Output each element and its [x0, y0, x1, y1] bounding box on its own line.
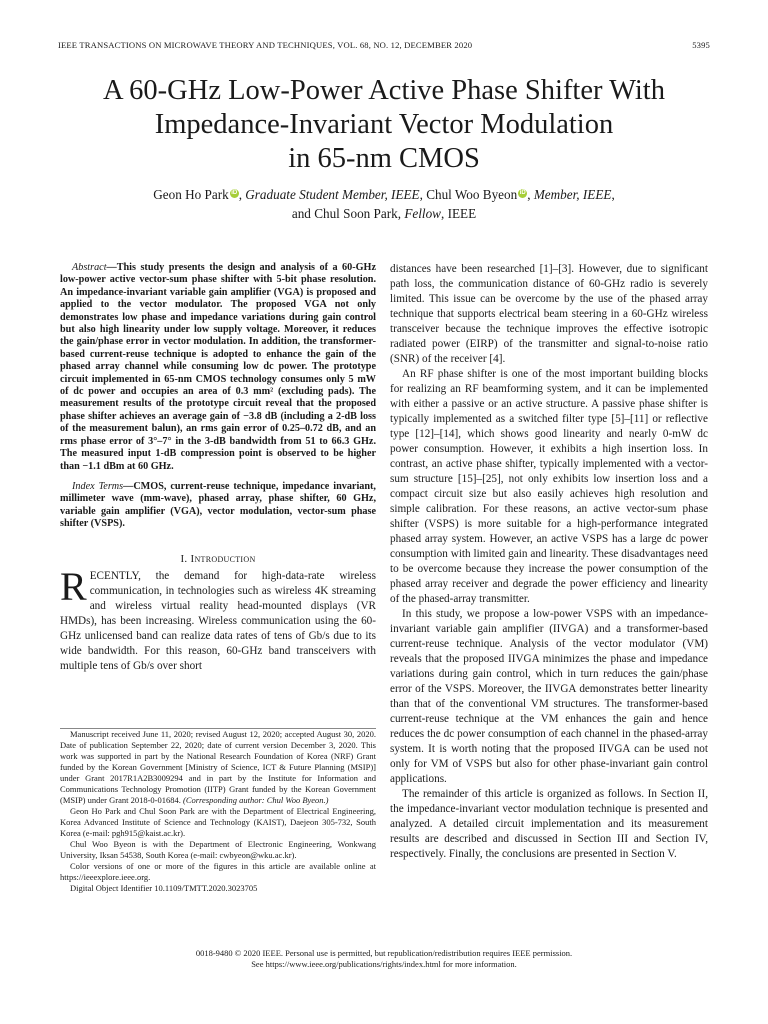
footnote-affiliation-1: Geon Ho Park and Chul Soon Park are with the Department of Electrical Engineering, Korea Advanced Institute of Science and Technology (KAIST), Daejeon 305-732, South Korea (e-mail: pgh915@kaist.ac.kr).	[60, 806, 376, 838]
author-name-3: and Chul Soon Park,	[291, 206, 402, 221]
author-role-3-suffix: , IEEE	[440, 206, 477, 221]
author-role-2: Member, IEEE	[533, 187, 612, 202]
orcid-icon[interactable]: iD	[519, 190, 526, 196]
footnote-corresponding: (Corresponding author: Chul Woo Byeon.)	[183, 795, 329, 805]
footnote-affiliation-2: Chul Woo Byeon is with the Department of Electronic Engineering, Wonkwang University, Iksan 54538, South Korea (e-mail: cwbyeon@wku.ac.kr).	[60, 839, 376, 860]
index-terms: Index Terms—CMOS, current-reuse technique, impedance invariant, millimeter wave (mm-wave), phased array, phase shifter, 60 GHz, variable gain amplifier (VGA), vector modulation, vector-sum phase shifter (VSPS).	[60, 480, 376, 530]
title-line-1: A 60-GHz Low-Power Active Phase Shifter With	[103, 75, 665, 106]
section-heading-introduction: I. Introduction	[180, 552, 256, 565]
page-number: 5395	[692, 40, 710, 50]
copyright-line-2: See https://www.ieee.org/publications/rights/index.html for more information.	[251, 959, 517, 969]
orcid-icon[interactable]: iD	[231, 190, 238, 196]
copyright-line-1: 0018-9480 © 2020 IEEE. Personal use is permitted, but republication/redistribution requires IEEE permission.	[195, 948, 573, 958]
journal-name: IEEE TRANSACTIONS ON MICROWAVE THEORY AND TECHNIQUES, VOL. 68, NO. 12, DECEMBER 2020	[58, 40, 473, 50]
abstract-text: This study presents the design and analysis of a 60-GHz low-power active vector-sum phase shifter with 5-bit phase resolution. An impedance-invariant variable gain amplifier (VGA) is proposed and applied to the vector modulator. The proposed VGA not only demonstrates low phase and impedance variations during gain control but also high linearity under low supply voltage. Moreover, it reduces the gain/phase error in vector modulation. In addition, the transformer-based current-reuse technique is adopted to enhance the gain of the phased array channel while consuming low dc power. The prototype circuit implemented in 65-nm CMOS technology consumes only 5 mW of dc power and occupies an area of 0.3 mm² (excluding pads). The measurement results of the prototype circuit reveal that the proposed phase shifter achieves an average gain of −3.8 dB (including a 2-dB loss of the measurement balun), an rms gain error of 0.25–0.72 dB, and an rms phase error of 3°–7° in the 3-dB bandwidth from 51 to 66.3 GHz. The measured input 1-dB compression point is observed to be higher than −1.1 dBm at 60 GHz.	[60, 262, 376, 472]
title-line-2: Impedance-Invariant Vector Modulation	[154, 109, 614, 140]
left-column	[60, 262, 376, 674]
right-paragraph-1: distances have been researched [1]–[3]. However, due to significant path loss, the communication distance of 60-GHz radio is severely limited. This issue can be overcome by the use of the phased array technique that supports electrical beam steering in a 60-GHz wireless transceiver because the technique improves the effective isotropic radiated power (EIRP) of the transmitter and signal-to-noise ratio (SNR) of the receiver [4].	[390, 263, 708, 365]
footnote-doi: Digital Object Identifier 10.1109/TMTT.2020.3023705	[70, 883, 258, 893]
footnote-color-figures: Color versions of one or more of the figures in this article are available online at https://ieeexplore.ieee.org.	[60, 861, 376, 882]
author-name-2: Chul Woo Byeon	[426, 187, 518, 202]
author-role-3: Fellow	[404, 206, 441, 221]
author-list	[40, 185, 728, 223]
abstract-lead: Abstract	[72, 262, 107, 273]
title-line-3: in 65-nm CMOS	[288, 143, 480, 174]
right-paragraph-4: The remainder of this article is organized as follows. In Section II, the impedance-invariant vector modulation technique is presented and analyzed. A detailed circuit implementation and its measurement results are described and discussed in Section III and Section IV, respectively. Finally, the conclusions are presented in Section V.	[390, 788, 708, 860]
intro-paragraph-1-text: ECENTLY, the demand for high-data-rate wireless communication, in technologies such as wireless 4K streaming and wireless virtual reality head-mounted displays (VR HMDs), has been increasing. Wireless communication using the 60-GHz unlicensed band can realize data rates of tens of Gb/s due to its wide bandwidth. For this reason, 60-GHz band transceivers with multiple tens of Gb/s over short	[60, 569, 376, 672]
copyright-footer	[58, 948, 710, 970]
right-paragraph-3: In this study, we propose a low-power VSPS with an impedance-invariant variable gain amplifier (IIVGA) and a transformer-based current-reuse technique. Analysis of the vector modulator (VM) reveals that the proposed IIVGA minimizes the phase and impedance variations during gain control, which in turn reduces the gain/phase error of the VSPS. Moreover, the IIVGA demonstrates better linearity than that of the conventional VM structures. The transformer-based current-reuse technique at the VM enhances the gain and hence reduces the dc power consumption of each channel in the phased-array system. It is worth noting that the proposed IIVGA can be used not only for VM of VSPS but also for other phase-invariant gain control applications.	[390, 608, 708, 785]
author-role-1: Graduate Student Member, IEEE	[245, 187, 420, 202]
footnotes	[60, 728, 376, 894]
author-line-1: Geon Ho Park iD , Graduate Student Member, IEEE, Chul Woo Byeon iD , Member, IEEE,	[153, 187, 615, 202]
index-terms-text: CMOS, current-reuse technique, impedance invariant, millimeter wave (mm-wave), phased array, phase shifter, 60 GHz, variable gain amplifier (VGA), vector modulation, vector-sum phase shifter (VSPS).	[60, 480, 376, 530]
footnote-manuscript-text: Manuscript received June 11, 2020; revised August 12, 2020; accepted August 30, 2020. Date of publication September 22, 2020; date of current version December 3, 2020. This work was supported in part by the National Research Foundation of Korea (NRF) Grant funded by the Korean Government [Ministry of Science, ICT & Future Planning (MSIP)] under Grant 2017R1A2B3009294 and in part by the Institute for Information and Communications Technology Promotion (IITP) Grant funded by the Korean Government (MSIP) under Grant 2018-0-01684.	[60, 729, 376, 805]
author-name-1: Geon Ho Park	[153, 187, 229, 202]
drop-cap: R	[60, 563, 87, 609]
intro-paragraph-1	[60, 563, 376, 674]
right-paragraph-2: An RF phase shifter is one of the most important building blocks for realizing an RF beamforming system, and it can be implemented with either a passive or an active structure. A passive phase shifter is typically implemented as a switched filter type [5]–[11] or reflective type [12]–[14], which shows good linearity and nearly 0-mW dc power consumption. However, it exhibits a high insertion loss. In contrast, an active phase shifter, typically implemented with a vector-sum structure [15]–[25], not only exhibits low insertion loss and a compact circuit size but also easily achieves high resolution and simple calibration. For these reasons, an active vector-sum phase shifter (VSPS) is more suitable for a high-performance integrated phased array system. However, an active VSPS has a large dc power consumption with limited gain and linearity. These disadvantages need to be overcome because they increase the power consumption of the phased array receiver and degrade the power efficiency and linearity of the phased-array transmitter.	[390, 368, 708, 605]
paper-title	[40, 74, 728, 176]
running-header	[58, 40, 710, 54]
footnote-manuscript	[60, 729, 376, 806]
abstract: Abstract—This study presents the design and analysis of a 60-GHz low-power active vector-sum phase shifter with 5-bit phase resolution. An impedance-invariant variable gain amplifier (VGA) is proposed and applied to the vector modulator. The proposed VGA not only demonstrates low phase and impedance variations during gain control but also high linearity under low supply voltage. Moreover, it reduces the gain/phase error in vector modulation. In addition, the transformer-based current-reuse technique is adopted to enhance the gain of the phased array channel while consuming low dc power. The prototype circuit implemented in 65-nm CMOS technology consumes only 5 mW of dc power and occupies an area of 0.3 mm² (excluding pads). The measurement results of the prototype circuit reveal that the proposed phase shifter achieves an average gain of −3.8 dB (including a 2-dB loss of the measurement balun), an rms gain error of 0.25–0.72 dB, and an rms phase error of 3°–7° in the 3-dB bandwidth from 51 to 66.3 GHz. The measured input 1-dB compression point is observed to be higher than −1.1 dBm at 60 GHz.	[60, 262, 376, 472]
index-terms-lead: Index Terms	[72, 480, 124, 492]
author-line-2	[40, 204, 728, 223]
right-column	[390, 262, 708, 862]
